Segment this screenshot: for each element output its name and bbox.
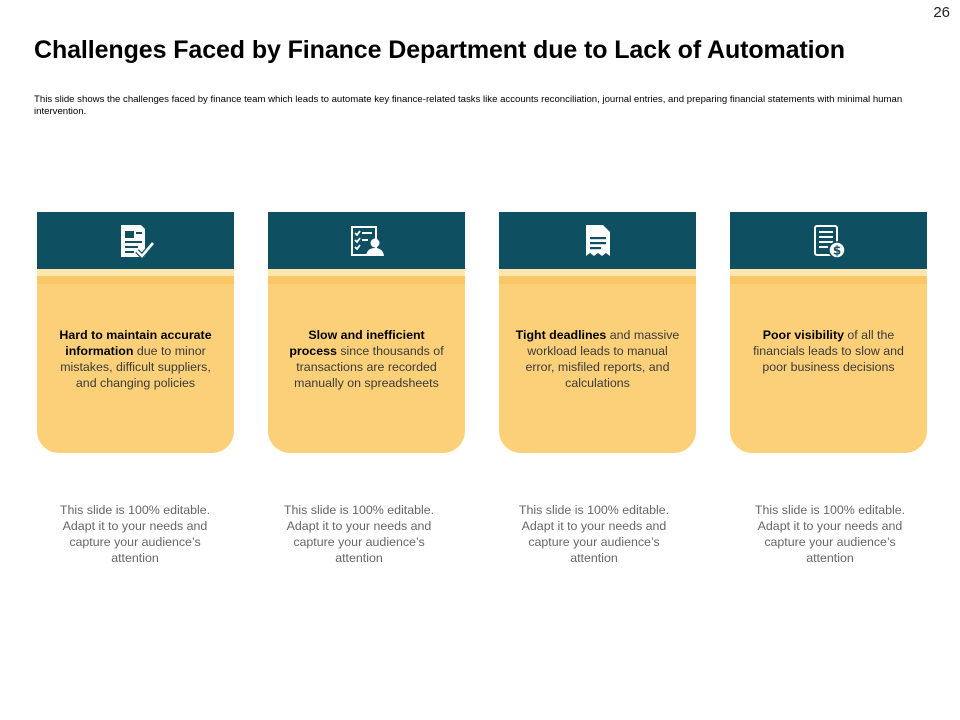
card-text (746, 327, 911, 375)
card-text (515, 327, 680, 391)
card-body (730, 284, 927, 453)
svg-text:$: $ (832, 243, 842, 258)
card-description: due to minor mistakes, difficult suppliers, and changing policies (60, 344, 211, 390)
editable-note: This slide is 100% editable. Adapt it to your needs and capture your audience’s attention (754, 503, 906, 565)
dollar-invoice-icon (810, 223, 848, 261)
slide-subtitle: This slide shows the challenges faced by finance team which leads to automate key finance-related tasks like accounts reconciliation, journal entries, and preparing financial statements with minimal human intervention. (34, 94, 903, 117)
card-header (499, 212, 696, 269)
card-text (284, 327, 449, 391)
receipt-icon (579, 223, 617, 261)
page-number: 26 (933, 4, 950, 21)
card-body (268, 284, 465, 453)
card-heading: Tight deadlines (515, 328, 607, 342)
card-heading: Poor visibility (762, 328, 844, 342)
card-description: and massive workload leads to manual error, misfiled reports, and calculations (525, 328, 680, 390)
user-checklist-icon (348, 223, 386, 261)
editable-note: This slide is 100% editable. Adapt it to your needs and capture your audience’s attention (518, 503, 670, 565)
checklist-document-icon (117, 223, 155, 261)
card-heading: Slow and inefficient process (289, 328, 425, 358)
challenge-card (730, 212, 927, 453)
card-heading: Hard to maintain accurate information (59, 328, 212, 358)
card-description: of all the financials leads to slow and poor business decisions (753, 328, 904, 374)
card-header (37, 212, 234, 269)
card-header (730, 212, 927, 269)
card-body (37, 284, 234, 453)
card-body (499, 284, 696, 453)
editable-note: This slide is 100% editable. Adapt it to your needs and capture your audience’s attention (59, 503, 211, 565)
challenge-card (499, 212, 696, 453)
card-text (53, 327, 218, 391)
challenge-card (37, 212, 234, 453)
editable-note: This slide is 100% editable. Adapt it to your needs and capture your audience’s attention (283, 503, 435, 565)
challenge-card (268, 212, 465, 453)
card-header (268, 212, 465, 269)
slide-title: Challenges Faced by Finance Department due to Lack of Automation (34, 36, 845, 64)
card-description: since thousands of transactions are recorded manually on spreadsheets (294, 344, 444, 390)
